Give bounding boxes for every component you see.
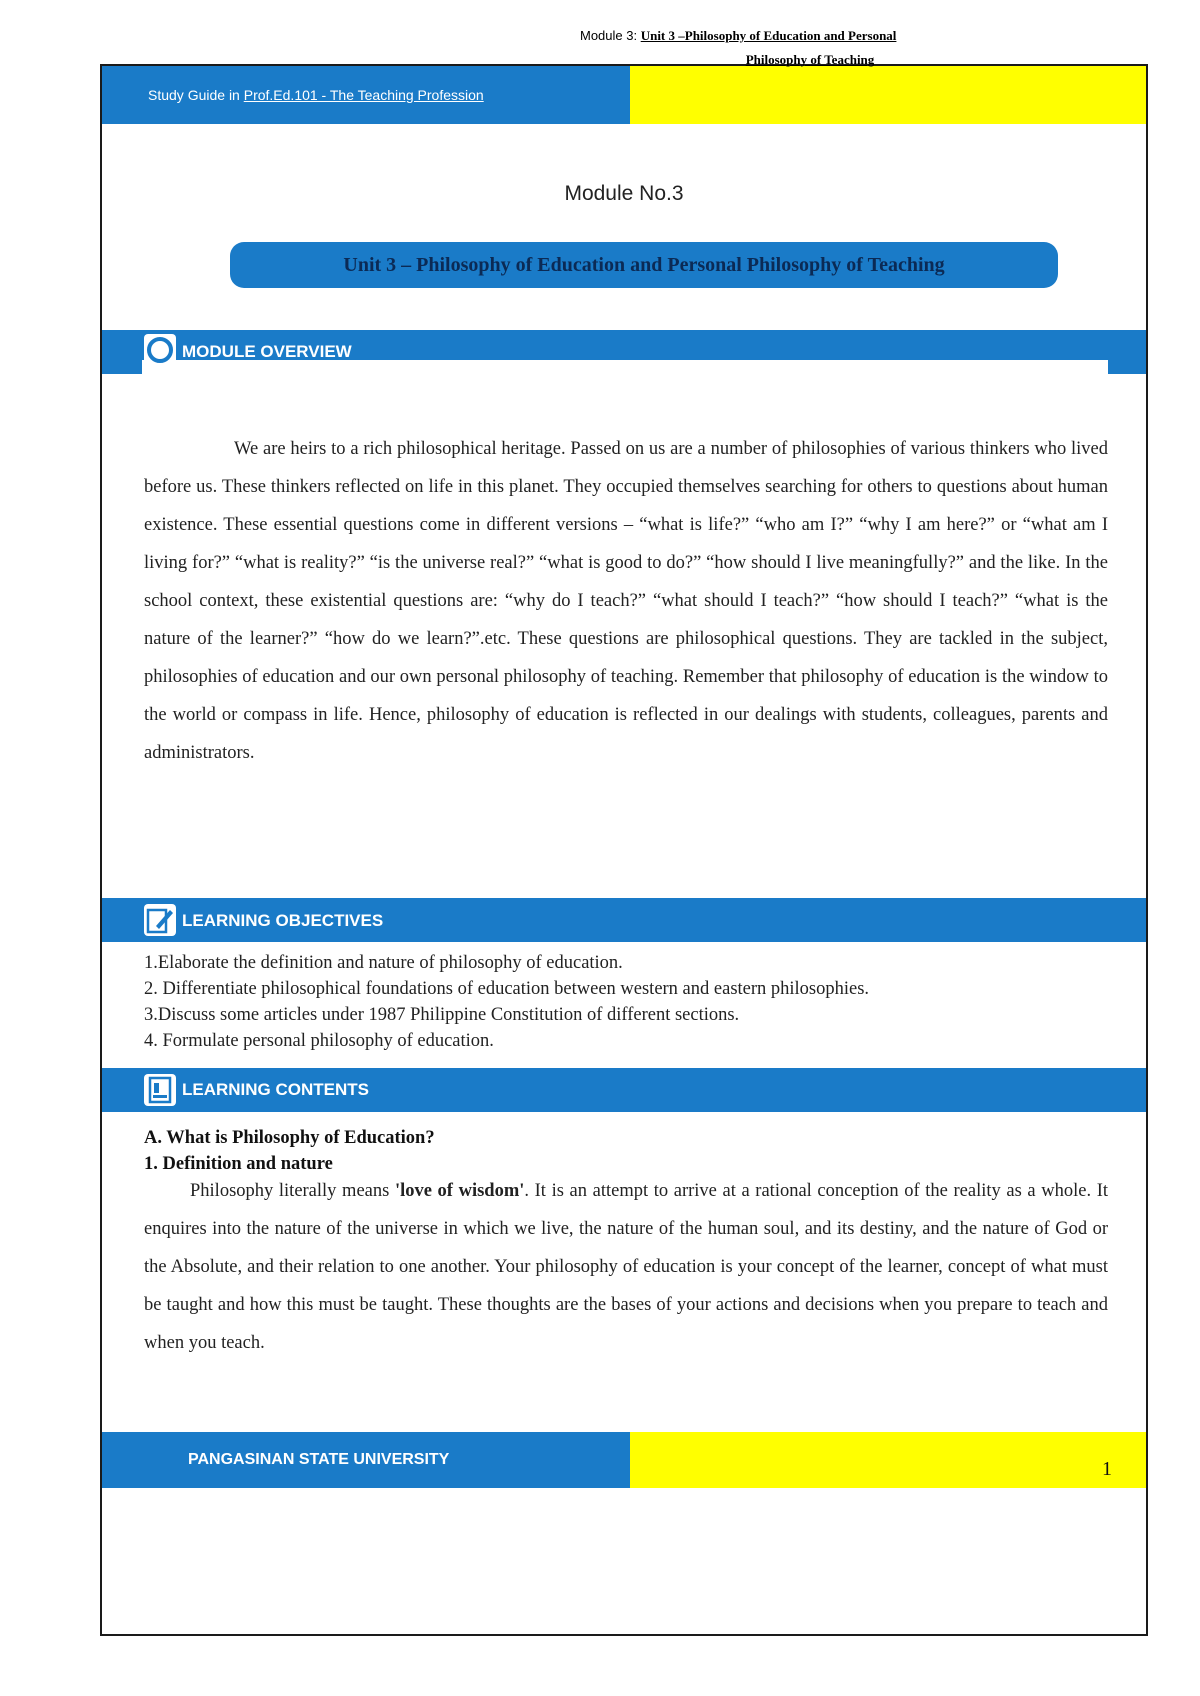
page-frame [100, 64, 1148, 1636]
definition-paragraph [144, 1172, 1108, 1362]
pencil-icon [144, 904, 176, 936]
definition-start: Philosophy literally means [190, 1181, 395, 1201]
unit-title: Unit 3 – Philosophy of Education and Personal Philosophy of Teaching [343, 253, 945, 276]
objective-item: 1.Elaborate the definition and nature of philosophy of education. [144, 953, 623, 973]
document-icon [144, 1074, 176, 1106]
band-underline [142, 360, 1108, 374]
definition-rest: . It is an attempt to arrive at a rational conception of the reality as a whole. It enquires into the nature of the universe in which we live, the nature of the human soul, and its destiny, and the nature of God or the Absolute, and their relation to one another. Your philosophy of education is your concept of the learner, concept of what must be taught and how this must be taught. These thoughts are the bases of your actions and decisions when you prepare to teach and when you teach. [144, 1181, 1108, 1353]
circle-icon [144, 334, 176, 366]
course-title: Prof.Ed.101 - The Teaching Profession [243, 87, 484, 103]
objective-item: 4. Formulate personal philosophy of education. [144, 1031, 494, 1051]
page-number: 1 [1102, 1458, 1112, 1480]
footer-right [630, 1432, 1146, 1488]
learning-objectives-heading: LEARNING OBJECTIVES [182, 911, 384, 930]
footer-university: PANGASINAN STATE UNIVERSITY [102, 1432, 630, 1488]
header-right [630, 66, 1146, 124]
learning-contents-heading: LEARNING CONTENTS [182, 1080, 369, 1099]
love-of-wisdom: 'love of wisdom' [394, 1181, 525, 1201]
objective-item: 2. Differentiate philosophical foundations of education between western and eastern philosophies. [144, 979, 870, 999]
objective-item: 3.Discuss some articles under 1987 Philippine Constitution of different sections. [144, 1005, 740, 1025]
module-prefix: Module 3: [580, 28, 641, 43]
module-header-label [580, 24, 1000, 72]
header-left [102, 66, 630, 124]
module-unit-line2: Philosophy of Teaching [745, 52, 875, 67]
module-unit-line1: Unit 3 –Philosophy of Education and Personal [640, 28, 897, 43]
header-prefix: Study Guide in [148, 87, 240, 103]
subsection-1-heading: 1. Definition and nature [144, 1154, 333, 1174]
module-overview-heading: MODULE OVERVIEW [182, 342, 352, 361]
objectives-list [144, 950, 1108, 1054]
section-a-heading: A. What is Philosophy of Education? [144, 1128, 435, 1148]
module-number: Module No.3 [564, 182, 684, 205]
overview-paragraph: We are heirs to a rich philosophical heritage. Passed on us are a number of philosophies of various thinkers who lived before us. These thinkers reflected on life in this planet. They occupied themselves searching for others to questions about human existence. These essential questions come in different versions – “what is life?” “who am I?” “why I am here?” or “what am I living for?” “what is reality?” “is the universe real?” “what is good to do?” “how should I live meaningfully?” and the like. In the school context, these existential questions are: “why do I teach?” “what should I teach?” “how should I teach?” “what is the nature of the learner?” “how do we learn?”.etc. These questions are philosophical questions. They are tackled in the subject, philosophies of education and our own personal philosophy of teaching. Remember that philosophy of education is the window to the world or compass in life. Hence, philosophy of education is reflected in our dealings with students, colleagues, parents and administrators. [144, 439, 1108, 763]
